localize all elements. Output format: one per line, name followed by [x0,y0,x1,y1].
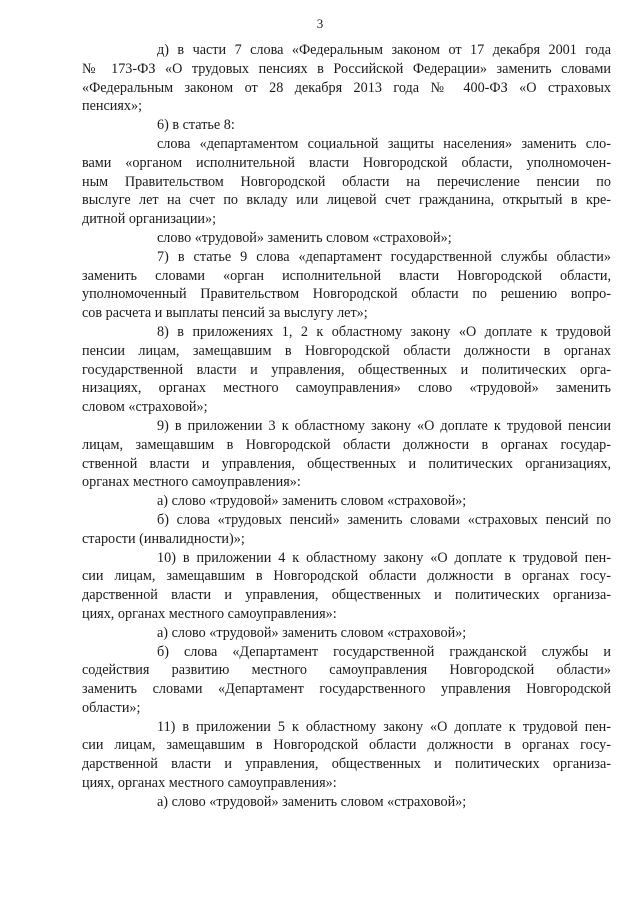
text-line: пенсии лицам, замещавшим в Новгородской области должности в органах [82,342,611,359]
text-line: области»; [82,699,141,716]
text-line: дарственной власти и управления, общественных и политических организа- [82,587,611,604]
text-line: б) слова «Департамент государственной гражданской службы и [157,643,611,660]
text-line: 7) в статье 9 слова «департамент государственной службы области» [157,248,611,265]
text-line: «Федеральным законом от 28 декабря 2013 года № 400-ФЗ «О страховых [82,79,611,96]
page-number: 3 [316,16,324,31]
text-line: органах местного самоуправления»: [82,474,301,491]
text-line: заменить словами «орган исполнительной власти Новгородской области, [82,267,611,284]
text-line: слово «трудовой» заменить словом «страховой»; [157,229,452,246]
text-line: уполномоченный Правительством Новгородской области по решению вопро- [82,286,611,303]
text-line: государственной власти и управления, общественных и политических орга- [82,361,611,378]
text-line: б) слова «трудовых пенсий» заменить словами «страховых пенсий по [157,511,611,528]
text-line: словом «страховой»; [82,399,208,416]
text-line: д) в части 7 слова «Федеральным законом от 17 декабря 2001 года [157,42,611,58]
text-line: вами «органом исполнительной власти Новгородской области, уполномочен- [82,154,611,171]
text-line: выслуге лет на счет по вкладу или лицевой счет гражданина, открытый в кре- [82,192,611,209]
text-line: сии лицам, замещавшим в Новгородской области должности в органах госу- [82,568,611,585]
text-line: а) слово «трудовой» заменить словом «страховой»; [157,624,467,641]
text-line: дитной организации»; [82,211,217,228]
text-line: циях, органах местного самоуправления»: [82,775,337,792]
text-line: заменить словами «Департамент государственного управления Новгородской [82,681,611,698]
text-line: 8) в приложениях 1, 2 к областному закону «О доплате к трудовой [157,323,611,340]
text-line: 10) в приложении 4 к областному закону «О доплате к трудовой пен- [157,549,611,566]
text-line: 6) в статье 8: [157,117,235,134]
text-line: ственной власти и управления, общественных и политических организациях, [82,455,611,472]
text-line: сии лицам, замещавшим в Новгородской области должности в органах госу- [82,737,611,754]
text-line: содействия развитию местного самоуправления Новгородской области» [82,662,611,679]
document-body [82,41,611,812]
text-line: пенсиях»; [82,98,143,115]
text-line: лицам, замещавшим в Новгородской области должности в органах государ- [82,436,611,453]
text-line: ным Правительством Новгородской области на перечисление пенсии по [82,173,611,190]
text-line: а) слово «трудовой» заменить словом «страховой»; [157,793,467,810]
text-line: циях, органах местного самоуправления»: [82,605,337,622]
text-line: сов расчета и выплаты пенсий за выслугу лет»; [82,305,368,322]
text-line: дарственной власти и управления, общественных и политических организа- [82,756,611,773]
text-line: слова «департаментом социальной защиты населения» заменить сло- [157,135,611,152]
text-line: старости (инвалидности)»; [82,530,245,547]
text-line: а) слово «трудовой» заменить словом «страховой»; [157,493,467,510]
text-line: 11) в приложении 5 к областному закону «О доплате к трудовой пен- [157,718,611,735]
text-line: 9) в приложении 3 к областному закону «О доплате к трудовой пенсии [157,417,611,434]
text-line: № 173-ФЗ «О трудовых пенсиях в Российской Федерации» заменить словами [82,60,611,77]
text-line: низациях, органах местного самоуправления» слово «трудовой» заменить [82,380,611,397]
